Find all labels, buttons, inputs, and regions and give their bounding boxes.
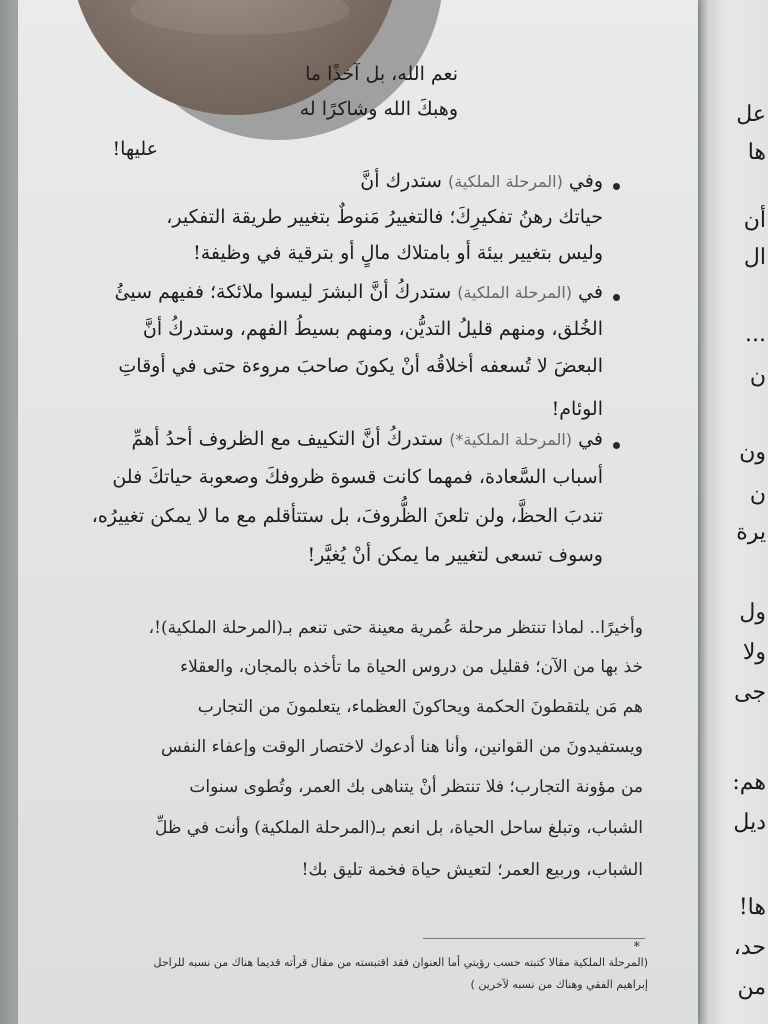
bullet-line: أسباب السَّعادة، فمهما كانت قسوة ظروفكَ وصعوبة حياتكَ فلن	[112, 466, 603, 488]
page-gutter	[700, 0, 708, 1024]
closing-line: ويستفيدونَ من القوانين، وأنا هنا أدعوك لاختصار الوقت وإعفاء النفس	[160, 737, 643, 757]
adjacent-text: هم:	[732, 770, 766, 795]
closing-line: الشباب، وتبلغ ساحل الحياة، بل انعم بـ(المرحلة الملكية) وأنت في ظلِّ	[154, 818, 643, 838]
intro-line: نعم الله، بل آخذًا ما	[305, 63, 458, 85]
adjacent-text: ديل	[733, 810, 766, 835]
bullet-line: الوئام!	[551, 398, 603, 420]
bullet-dot	[613, 183, 620, 190]
closing-line: خذ بها من الآن؛ فقليل من دروس الحياة ما تأخذه بالمجان، والعقلاء	[180, 657, 643, 677]
bullet-line: الخُلق، ومنهم قليلُ التديُّن، ومنهم بسيطُ الفهم، وستدركُ أنَّ	[142, 318, 603, 340]
adjacent-text: ون	[739, 440, 766, 465]
adjacent-text: من	[737, 975, 766, 1000]
adjacent-text: ها	[747, 140, 766, 165]
adjacent-text: ن	[749, 482, 766, 507]
text-run: في	[572, 281, 603, 303]
text-run: وفي	[562, 170, 603, 192]
adjacent-text: جى	[734, 680, 766, 705]
bullet-dot	[613, 442, 620, 449]
closing-line: الشباب، وربيع العمر؛ لتعيش حياة فخمة تليق بك!	[301, 860, 643, 880]
bullet-line	[132, 428, 603, 450]
adjacent-text: ن	[749, 364, 766, 389]
bullet-line: البعضَ لا تُسعفه أخلاقُه أنْ يكونَ صاحبَ مروءة حتى في أوقاتِ	[118, 355, 603, 377]
closing-line: هم مَن يلتقطونَ الحكمة ويحاكونَ العظماء، يتعلمونَ من التجارب	[197, 697, 643, 717]
text-run: ستدركُ أنَّ البشرَ ليسوا ملائكة؛ ففيهم سيئُ	[114, 281, 458, 303]
footnote-mark: *	[633, 940, 640, 955]
chapter-reference: (المرحلة الملكية*)	[449, 430, 573, 449]
intro-line: عليها!	[112, 138, 158, 160]
bullet-line: تندبَ الحظَّ، ولن تلعنَ الظُّروفَ، بل ستتأقلم مع ما لا يمكن تغييرُه،	[91, 505, 603, 527]
bullet-line: حياتك رهنُ تفكيرِكَ؛ فالتغييرُ مَنوطٌ بتغيير طريقة التفكير،	[166, 206, 603, 228]
adjacent-text: ها!	[738, 895, 766, 920]
adjacent-text: أن	[743, 208, 766, 233]
adjacent-text: عل	[736, 102, 766, 127]
text-run: في	[572, 428, 603, 450]
bullet-line: وسوف تسعى لتغيير ما يمكن أنْ يُغيَّر!	[307, 544, 603, 566]
bullet-line	[115, 281, 603, 303]
text-run: ستدركُ أنَّ التكييف مع الظروف أحدُ أهمِّ	[131, 428, 450, 450]
adjacent-text: ولا	[742, 640, 766, 665]
adjacent-text: ...	[745, 322, 766, 347]
adjacent-page	[700, 0, 768, 1024]
bullet-line	[360, 170, 603, 192]
adjacent-text: ال	[743, 245, 766, 270]
adjacent-text: حد،	[733, 935, 766, 960]
bullet-dot	[613, 294, 620, 301]
intro-line: وهبكَ الله وشاكرًا له	[299, 98, 458, 120]
bullet-line: وليس بتغيير بيئة أو بامتلاك مالٍ أو بترقية في وظيفة!	[193, 242, 603, 264]
book-page	[18, 0, 698, 1024]
text-run: ستدرك أنَّ	[360, 170, 449, 192]
adjacent-text: ول	[739, 600, 766, 625]
closing-line: من مؤونة التجارب؛ فلا تنتظر أنْ يتناهى بك العمر، وتُطوى سنوات	[189, 777, 643, 797]
footnote-line: إبراهيم الفقي وهناك من نسبه لآخرين )	[470, 978, 648, 991]
footnote-divider	[423, 938, 645, 939]
footnote-line: (المرحلة الملكية مقالا كتبته حسب رؤيتي أما العنوان فقد اقتبسته من مقال قرأته قديما هناك من نسبه للراحل	[153, 956, 648, 969]
adjacent-text: يرة	[736, 520, 766, 545]
chapter-reference: (المرحلة الملكية)	[457, 283, 573, 302]
chapter-reference: (المرحلة الملكية)	[448, 172, 563, 191]
closing-line: وأخيرًا.. لماذا تنتظر مرحلة عُمرية معينة حتى تنعم بـ(المرحلة الملكية)!،	[148, 618, 643, 638]
